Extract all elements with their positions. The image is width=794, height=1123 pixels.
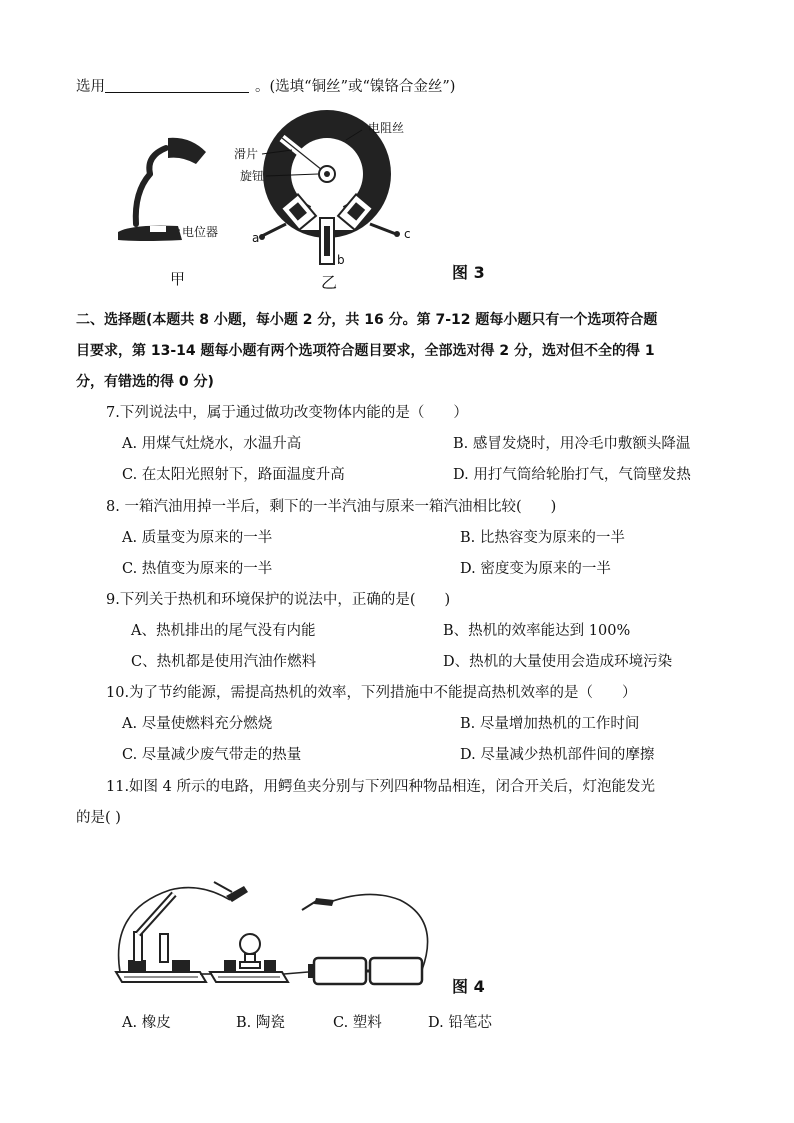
question-10-option-a[interactable]: A. 尽量使燃料充分燃烧	[122, 716, 273, 732]
question-11-stem-line1: 11.如图 4 所示的电路，用鳄鱼夹分别与下列四种物品相连，闭合开关后，灯泡能发光	[106, 779, 656, 795]
answer-blank[interactable]	[105, 78, 249, 93]
terminal-b-label: b	[337, 253, 345, 267]
question-9-option-c[interactable]: C、热机都是使用汽油作燃料	[131, 654, 317, 670]
question-11-option-c[interactable]: C. 塑料	[333, 1015, 382, 1031]
question-8-option-d[interactable]: D. 密度变为原来的一半	[460, 561, 611, 577]
question-7-option-c[interactable]: C. 在太阳光照射下，路面温度升高	[122, 467, 345, 483]
question-9-option-b[interactable]: B、热机的效率能达到 100%	[443, 623, 631, 639]
figure-3-caption: 图 3	[452, 263, 485, 282]
battery-drawing	[308, 958, 422, 984]
question-11-stem-line2: 的是( )	[76, 810, 121, 826]
figure-jia-label: 甲	[170, 270, 186, 288]
question-9-option-d[interactable]: D、热机的大量使用会造成环境污染	[443, 654, 673, 670]
figure-4-circuit	[0, 860, 794, 1010]
fill-blank-line	[76, 77, 455, 97]
question-10-option-d[interactable]: D. 尽量减少热机部件间的摩擦	[460, 747, 655, 763]
question-8-stem: 8. 一箱汽油用掉一半后，剩下的一半汽油与原来一箱汽油相比较( )	[106, 499, 557, 515]
question-7-option-b[interactable]: B. 感冒发烧时，用冷毛巾敷额头降温	[453, 436, 691, 452]
question-11-option-a[interactable]: A. 橡皮	[122, 1015, 171, 1031]
section-2-header-line3: 分，有错选的得 0 分)	[76, 374, 214, 390]
question-8-option-c[interactable]: C. 热值变为原来的一半	[122, 561, 273, 577]
alligator-clip-right	[302, 898, 334, 910]
question-10-option-c[interactable]: C. 尽量减少废气带走的热量	[122, 747, 302, 763]
switch-drawing	[116, 894, 206, 982]
question-10-option-b[interactable]: B. 尽量增加热机的工作时间	[460, 716, 640, 732]
fill-blank-prefix: 选用	[76, 79, 105, 95]
fill-blank-suffix: 。(选填“铜丝”或“镍铬合金丝”)	[255, 79, 456, 95]
section-2-header-line2: 目要求，第 13-14 题每小题有两个选项符合题目要求，全部选对得 2 分，选对但不全的得 1	[76, 343, 655, 359]
terminal-c-label: c	[404, 227, 411, 241]
question-9-option-a[interactable]: A、热机排出的尾气没有内能	[131, 623, 316, 639]
resistance-wire-label: 电阻丝	[368, 121, 405, 135]
question-7-option-a[interactable]: A. 用煤气灶烧水，水温升高	[122, 436, 302, 452]
figure-yi-label: 乙	[321, 273, 338, 292]
figure-4-caption: 图 4	[452, 977, 485, 996]
slider-label: 滑片	[234, 147, 259, 161]
potentiometer-label: 电位器	[182, 225, 219, 239]
bulb-drawing	[210, 934, 288, 982]
question-7-stem: 7.下列说法中，属于通过做功改变物体内能的是（ ）	[106, 405, 468, 421]
question-10-stem: 10.为了节约能源，需提高热机的效率，下列措施中不能提高热机效率的是（ ）	[106, 685, 637, 701]
alligator-clip-left	[214, 882, 248, 902]
question-9-stem: 9.下列关于热机和环境保护的说法中，正确的是( )	[106, 592, 451, 608]
section-2-header-line1: 二、选择题(本题共 8 小题，每小题 2 分，共 16 分。第 7-12 题每小题只有一个选项符合题	[76, 312, 658, 328]
question-8-option-b[interactable]: B. 比热容变为原来的一半	[460, 530, 625, 546]
knob-label: 旋钮	[240, 169, 265, 183]
question-11-option-b[interactable]: B. 陶瓷	[236, 1015, 285, 1031]
question-7-option-d[interactable]: D. 用打气筒给轮胎打气，气筒壁发热	[453, 467, 691, 483]
terminal-a-label: a	[252, 231, 260, 245]
question-11-option-d[interactable]: D. 铅笔芯	[428, 1015, 492, 1031]
question-8-option-a[interactable]: A. 质量变为原来的一半	[122, 530, 273, 546]
